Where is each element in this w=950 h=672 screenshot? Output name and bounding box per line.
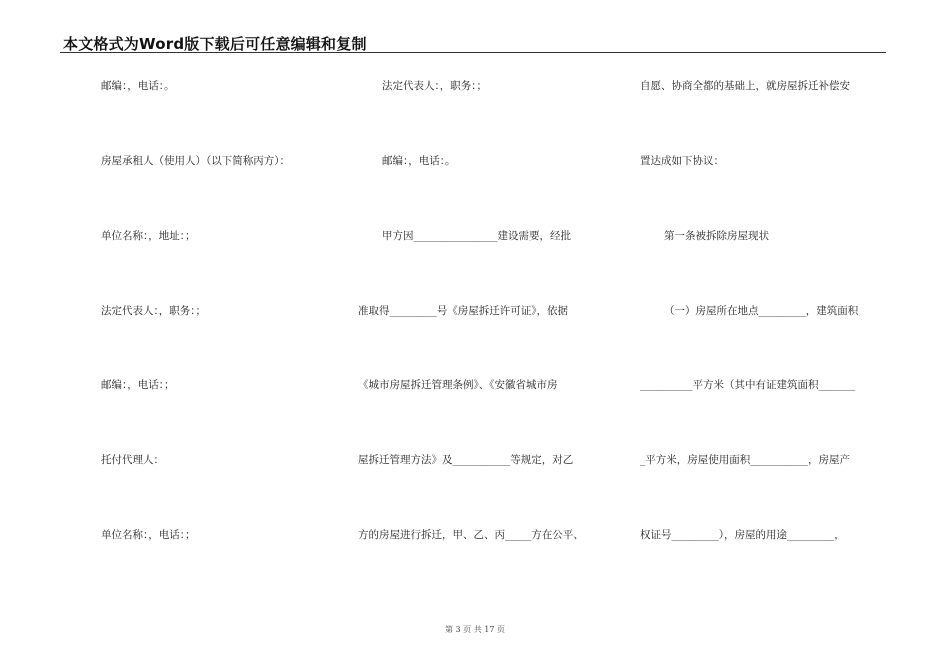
text-line: 房屋承租人（使用人）（以下简称丙方）： <box>101 155 290 167</box>
text-line: 《城市房屋拆迁管理条例》、《安徽省城市房 <box>358 379 558 391</box>
text-line: 自愿、协商全都的基础上，就房屋拆迁补偿安 <box>640 80 850 92</box>
text-line: 方的房屋进行拆迁，甲、乙、丙_____方在公平、 <box>358 529 584 541</box>
header-rule <box>60 52 886 53</box>
text-line: _平方米，房屋使用面积___________，房屋产 <box>640 454 850 466</box>
text-line: 邮编：，电话：。 <box>101 80 175 92</box>
text-line: 单位名称：，地址：； <box>101 230 196 242</box>
text-line: __________平方米（其中有证建筑面积_______ <box>640 379 856 391</box>
text-line: 单位名称：，电话：； <box>101 529 196 541</box>
text-line: 邮编：，电话：。 <box>382 155 456 167</box>
text-line: 法定代表人：，职务：； <box>382 80 487 92</box>
text-line: 第一条被拆除房屋现状 <box>664 230 769 242</box>
page-header-title: 本文格式为Word版下载后可任意编辑和复制 <box>63 35 367 53</box>
text-line: 置达成如下协议： <box>640 155 724 167</box>
text-line: 邮编：，电话：； <box>101 379 175 391</box>
text-line: 屋拆迁管理方法》及___________等规定，对乙 <box>358 454 574 466</box>
text-line: （一）房屋所在地点_________，建筑面积 <box>664 305 859 317</box>
text-line: 甲方因________________建设需要，经批 <box>382 230 571 242</box>
text-line: 权证号_________），房屋的用途_________， <box>640 529 845 541</box>
page-number-footer: 第 3 页 共 17 页 <box>445 625 505 634</box>
text-line: 准取得_________号《房屋拆迁许可证》，依据 <box>358 305 568 317</box>
text-line: 托付代理人： <box>101 454 164 466</box>
text-line: 法定代表人：，职务：； <box>101 305 206 317</box>
